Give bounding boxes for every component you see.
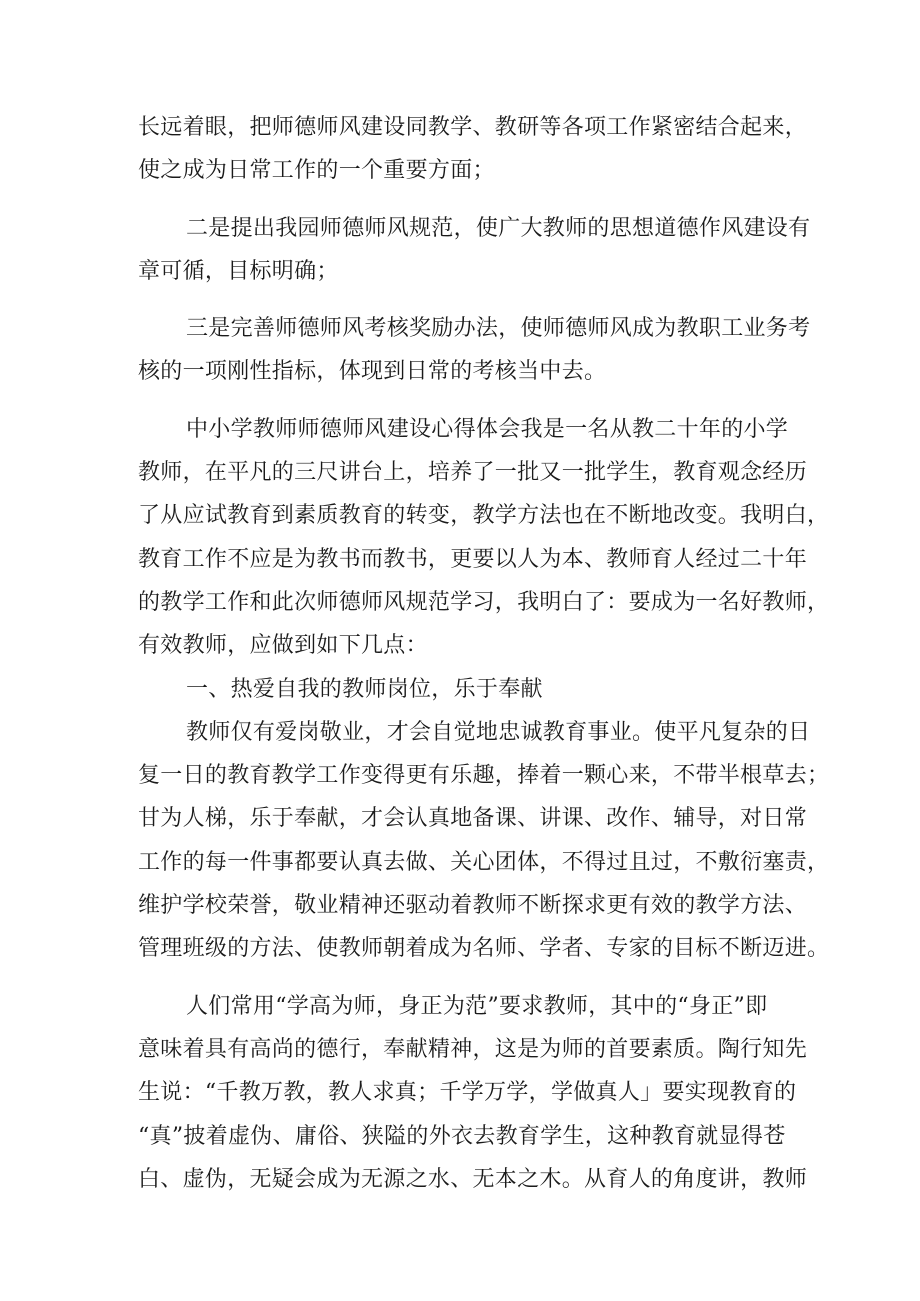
text-line: 工作的每一件事都要认真去做、关心团体，不得过且过，不敷衍塞责，: [138, 849, 830, 875]
paragraph-5: [138, 711, 830, 971]
document-body: [138, 106, 830, 1201]
text-line: 了从应试教育到素质教育的转变，教学方法也在不断地改变。我明白，: [138, 503, 830, 529]
text-line: 意味着具有高尚的德行，奉献精神，这是为师的首要素质。陶行知先: [138, 1036, 808, 1062]
text-line: 甘为人梯，乐于奉献，才会认真地备课、讲课、改作、辅导，对日常: [138, 806, 808, 832]
text-line: 二是提出我园师德师风规范，使广大教师的思想道德作风建设有: [186, 215, 811, 241]
text-line: 使之成为日常工作的一个重要方面；: [138, 158, 495, 184]
paragraph-gap: [138, 971, 798, 985]
text-line: 章可循，目标明确；: [138, 258, 339, 284]
paragraph-gap: [138, 293, 798, 307]
text-line: 三是完善师德师风考核奖励办法，使师德师风成为教职工业务考: [186, 316, 811, 342]
paragraph-2: [138, 207, 811, 294]
text-line: 教师，在平凡的三尺讲台上，培养了一批又一批学生，教育观念经历: [138, 460, 808, 486]
paragraph-6: [138, 985, 808, 1201]
text-line: 教师仅有爱岗敬业，才会自觉地忠诚教育事业。使平凡复杂的日: [186, 719, 811, 745]
paragraph-3: [138, 307, 811, 394]
heading-line: 一、热爱自我的教师岗位，乐于奉献: [186, 676, 543, 702]
text-line: 管理班级的方法、使教师朝着成为名师、学者、专家的目标不断迈进。: [138, 936, 830, 962]
text-line: 复一日的教育教学工作变得更有乐趣，捧着一颗心来，不带半根草去；: [138, 763, 830, 789]
text-line: 教育工作不应是为教书而教书，更要以人为本、教师育人经过二十年: [138, 546, 808, 572]
text-line: 生说：“千教万教，教人求真；千学万学，学做真人」要实现教育的: [138, 1080, 797, 1106]
paragraph-4: [138, 408, 830, 668]
paragraph-gap: [138, 193, 798, 207]
text-line: 白、虚伪，无疑会成为无源之水、无本之木。从育人的角度讲，教师: [138, 1166, 808, 1192]
text-line: 维护学校荣誉，敬业精神还驱动着教师不断探求更有效的教学方法、: [138, 893, 808, 919]
text-line: “真”披着虚伪、庸俗、狭隘的外衣去教育学生，这种教育就显得苍: [138, 1123, 786, 1149]
paragraph-gap: [138, 394, 798, 408]
paragraph-1: [138, 106, 808, 193]
text-line: 长远着眼，把师德师风建设同教学、教研等各项工作紧密结合起来，: [138, 115, 808, 140]
text-line: 核的一项刚性指标，体现到日常的考核当中去。: [138, 359, 607, 385]
text-line: 中小学教师师德师风建设心得体会我是一名从教二十年的小学: [186, 416, 789, 442]
text-line: 人们常用“学高为师，身正为范”要求教师，其中的“身正”即: [186, 993, 768, 1019]
text-line: 有效教师，应做到如下几点：: [138, 633, 428, 659]
section-heading: [138, 668, 798, 711]
text-line: 的教学工作和此次师德师风规范学习，我明白了：要成为一名好教师，: [138, 589, 830, 615]
